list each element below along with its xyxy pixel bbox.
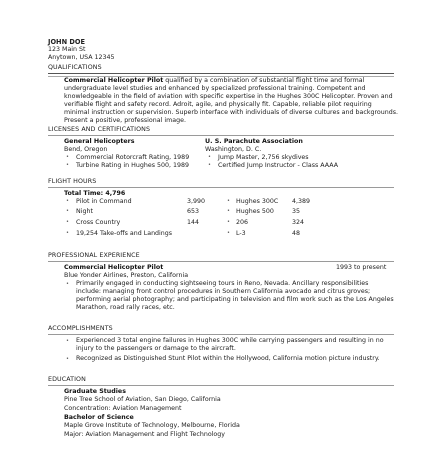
bullet-icon: • (208, 162, 211, 168)
bullet-icon: • (208, 154, 211, 160)
license-item: Commercial Rotorcraft Rating, 1989 (76, 154, 190, 161)
section-rule (48, 334, 394, 335)
flight-hours-heading: FLIGHT HOURS (48, 178, 97, 185)
degree-school: Pine Tree School of Aviation, San Diego, California (64, 396, 221, 403)
bullet-icon: • (227, 219, 230, 225)
hours-value: 4,389 (292, 198, 311, 205)
hours-value: 324 (292, 219, 305, 226)
list-item: • Recognized as Distinguished Stunt Pilot within the Hollywood, California motion picture industry. (66, 355, 380, 362)
hours-label: 206 (236, 219, 249, 226)
hours-label: Hughes 500 (236, 208, 274, 215)
section-rule (48, 261, 394, 262)
qualifications-line-2: undergraduate level studies and enhanced by specialized professional training. Competent and (64, 85, 366, 92)
hours-value: 653 (187, 208, 200, 215)
bullet-icon: • (66, 208, 69, 214)
address-line-1: 123 Main St (48, 46, 86, 53)
license-location-right: Washington, D. C. (205, 146, 262, 153)
license-item: Jump Master, 2,756 skydives (218, 154, 309, 161)
bullet-icon: • (66, 198, 69, 204)
bullet-icon: • (66, 338, 69, 344)
qualifications-line-5: minimal instruction or supervision. Superb interface with individuals of diverse cultures and backgrounds. (64, 109, 399, 116)
qualifications-line-3: knowledgeable in the field of aviation with specific expertise in the Hughes 300C Helicopter. Proven and (64, 93, 393, 100)
bullet-icon: • (227, 198, 230, 204)
hours-value: 3,990 (187, 198, 206, 205)
section-rule (48, 385, 394, 386)
degree-detail: Concentration: Aviation Management (64, 405, 182, 412)
hours-value: 144 (187, 219, 200, 226)
bullet-icon: • (66, 154, 69, 160)
education-heading: EDUCATION (48, 376, 86, 383)
address-line-2: Anytown, USA 12345 (48, 54, 115, 61)
qualifications-line-4: verifiable flight and safety record. Adroit, agile, and physically fit. Capable, reliable pilot requiring (64, 101, 372, 108)
bullet-icon: • (227, 230, 230, 236)
bullet-icon: • (66, 230, 69, 236)
section-rule (48, 135, 394, 136)
hours-label: L-3 (236, 230, 246, 237)
list-item: • Experienced 3 total engine failures in Hughes 300C while carrying passengers and resulting in no injury to the passengers or damage to the aircraft. (66, 337, 384, 352)
qualifications-heading: QUALIFICATIONS (48, 64, 102, 71)
bullet-icon: • (227, 208, 230, 214)
license-location-left: Bend, Oregon (64, 146, 108, 153)
hours-value: 48 (292, 230, 301, 237)
license-item: Turbine Rating in Hughes 500, 1989 (76, 162, 190, 169)
hours-label: Hughes 300C (236, 198, 279, 205)
job-employer: Blue Yonder Airlines, Preston, California (64, 272, 189, 279)
list-item: • Primarily engaged in conducting sightseeing tours in Reno, Nevada. Ancillary responsibilities include: managing front control procedures in Southern California avocado and citrus groves; performing aerial photography; and participating in television and film work such as the Los Angeles Marathon, road rally races, etc. (66, 280, 394, 311)
licenses-heading: LICENSES AND CERTIFICATIONS (48, 126, 151, 133)
hours-label: Pilot in Command (76, 198, 132, 205)
job-dates: 1993 to present (336, 264, 387, 271)
bullet-icon: • (66, 219, 69, 225)
qualifications-lead: Commercial Helicopter Pilot (64, 77, 164, 84)
total-time: Total Time: 4,796 (64, 190, 126, 197)
qualifications-line-1: Commercial Helicopter Pilot qualified by a combination of substantial flight time and formal (64, 77, 365, 84)
bullet-icon: • (66, 356, 69, 362)
experience-bullets (64, 280, 394, 313)
degree-title: Bachelor of Science (64, 414, 134, 421)
bullet-icon: • (66, 281, 69, 287)
hours-label: Cross Country (76, 219, 121, 226)
experience-heading: PROFESSIONAL EXPERIENCE (48, 252, 140, 259)
accomplishments-heading: ACCOMPLISHMENTS (48, 325, 113, 332)
degree-detail: Major: Aviation Management and Flight Technology (64, 431, 226, 438)
degree-school: Maple Grove Institute of Technology, Melbourne, Florida (64, 422, 240, 429)
job-title: Commercial Helicopter Pilot (64, 264, 164, 271)
license-item: Certified Jump Instructor - Class AAAA (218, 162, 339, 169)
license-org-right: U. S. Parachute Association (205, 138, 303, 145)
section-rule (48, 187, 394, 188)
candidate-name: JOHN DOE (48, 38, 85, 46)
accomplishments-bullets (64, 337, 394, 364)
qualifications-line-6: Present a positive, professional image. (64, 117, 186, 124)
hours-value: 35 (292, 208, 301, 215)
bullet-icon: • (66, 162, 69, 168)
hours-label: 19,254 Take-offs and Landings (76, 230, 173, 237)
hours-label: Night (76, 208, 93, 215)
license-org-left: General Helicopters (64, 138, 135, 145)
degree-title: Graduate Studies (64, 388, 126, 395)
